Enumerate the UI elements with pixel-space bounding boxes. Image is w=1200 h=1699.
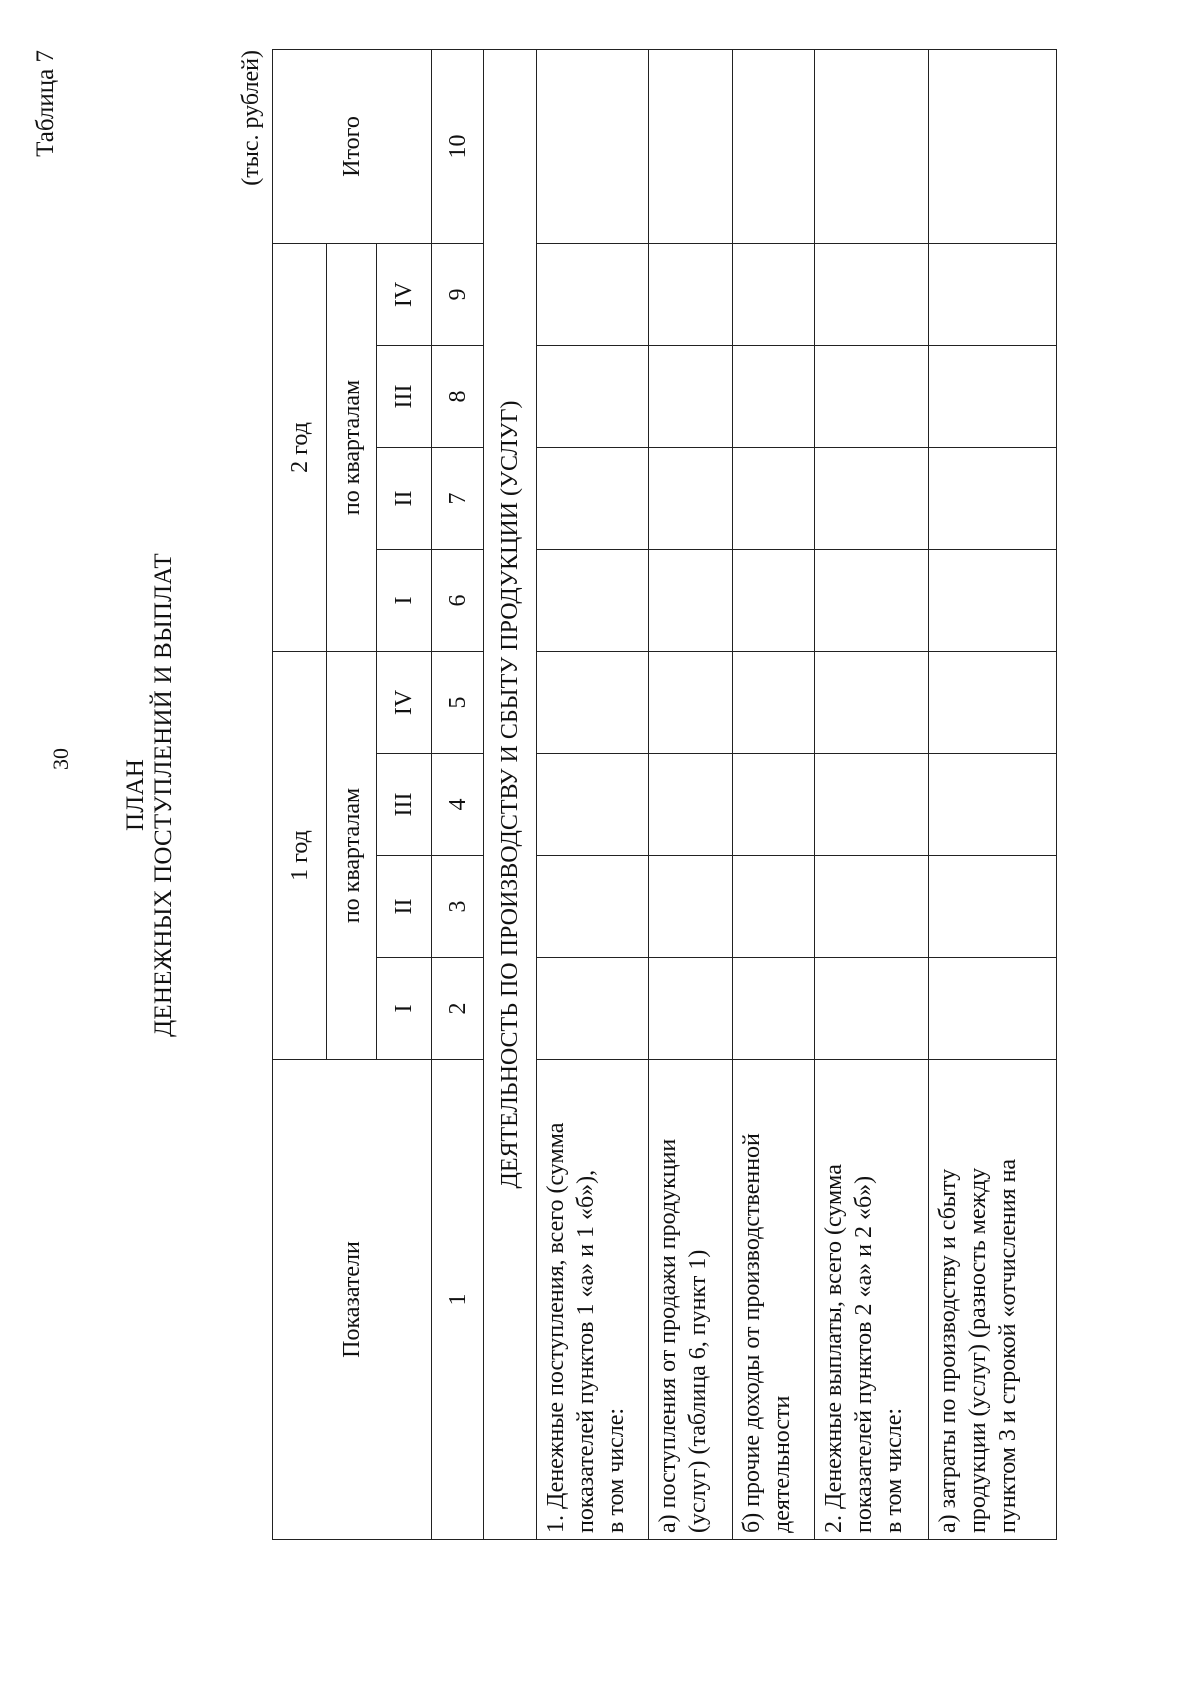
value-cell bbox=[537, 856, 649, 958]
header-by-quarters-year-1: по кварталам bbox=[327, 651, 377, 1059]
value-cell bbox=[733, 49, 815, 243]
column-number: 8 bbox=[432, 345, 484, 447]
table-row bbox=[537, 49, 649, 1539]
header-row-column-numbers bbox=[432, 49, 484, 1539]
row-label-line: пунктом 3 и строкой «отчисления на bbox=[995, 1158, 1021, 1533]
header-by-quarters-year-2: по кварталам bbox=[327, 243, 377, 651]
value-cell bbox=[815, 49, 929, 243]
value-cell bbox=[815, 651, 929, 753]
value-cell bbox=[733, 345, 815, 447]
column-number: 6 bbox=[432, 549, 484, 651]
value-cell bbox=[815, 856, 929, 958]
table-row bbox=[815, 49, 929, 1539]
value-cell bbox=[929, 651, 1057, 753]
value-cell bbox=[929, 549, 1057, 651]
value-cell bbox=[929, 345, 1057, 447]
value-cell bbox=[815, 549, 929, 651]
section-row bbox=[484, 49, 537, 1539]
column-number: 10 bbox=[432, 49, 484, 243]
value-cell bbox=[815, 345, 929, 447]
header-indicators: Показатели bbox=[273, 1060, 432, 1540]
row-label bbox=[815, 1060, 929, 1540]
value-cell bbox=[815, 958, 929, 1060]
value-cell bbox=[537, 447, 649, 549]
value-cell bbox=[537, 549, 649, 651]
row-label-line: показателей пунктов 1 «а» и 1 «б»), bbox=[573, 1169, 599, 1533]
value-cell bbox=[537, 345, 649, 447]
row-label-line: 2. Денежные выплаты, всего (сумма bbox=[821, 1164, 847, 1533]
column-number: 1 bbox=[432, 1060, 484, 1540]
value-cell bbox=[649, 447, 733, 549]
value-cell bbox=[649, 549, 733, 651]
value-cell bbox=[649, 754, 733, 856]
value-cell bbox=[537, 754, 649, 856]
row-label bbox=[733, 1060, 815, 1540]
value-cell bbox=[649, 345, 733, 447]
header-quarter: III bbox=[377, 754, 432, 856]
row-label-line: б) прочие доходы от производственной bbox=[739, 1133, 765, 1533]
value-cell bbox=[929, 49, 1057, 243]
header-year-1: 1 год bbox=[273, 651, 327, 1059]
value-cell bbox=[733, 651, 815, 753]
header-row-years bbox=[273, 49, 327, 1539]
value-cell bbox=[733, 447, 815, 549]
header-quarter: I bbox=[377, 958, 432, 1060]
value-cell bbox=[537, 243, 649, 345]
row-label bbox=[929, 1060, 1057, 1540]
value-cell bbox=[929, 754, 1057, 856]
value-cell bbox=[733, 549, 815, 651]
column-number: 3 bbox=[432, 856, 484, 958]
table-row bbox=[649, 49, 733, 1539]
value-cell bbox=[537, 958, 649, 1060]
row-label-line: продукции (услуг) (разность между bbox=[965, 1167, 991, 1533]
value-cell bbox=[733, 856, 815, 958]
cash-flow-plan-table bbox=[272, 49, 1057, 1540]
value-cell bbox=[929, 856, 1057, 958]
column-number: 9 bbox=[432, 243, 484, 345]
value-cell bbox=[733, 754, 815, 856]
title-line-2: ДЕНЕЖНЫХ ПОСТУПЛЕНИЙ И ВЫПЛАТ bbox=[150, 553, 177, 1037]
value-cell bbox=[733, 243, 815, 345]
header-quarter: I bbox=[377, 549, 432, 651]
row-label-line: а) затраты по производству и сбыту bbox=[935, 1168, 961, 1533]
header-quarter: III bbox=[377, 345, 432, 447]
table-label: Таблица 7 bbox=[32, 50, 59, 157]
column-number: 2 bbox=[432, 958, 484, 1060]
row-label bbox=[537, 1060, 649, 1540]
table-row bbox=[929, 49, 1057, 1539]
row-label-line: деятельности bbox=[769, 1395, 795, 1533]
header-quarter: II bbox=[377, 856, 432, 958]
column-number: 5 bbox=[432, 651, 484, 753]
header-year-2: 2 год bbox=[273, 243, 327, 651]
unit-label: (тыс. рублей) bbox=[238, 50, 264, 186]
value-cell bbox=[929, 243, 1057, 345]
page-number: 30 bbox=[48, 748, 73, 770]
row-label-line: а) поступления от продажи продукции bbox=[655, 1138, 681, 1533]
value-cell bbox=[815, 243, 929, 345]
value-cell bbox=[537, 49, 649, 243]
header-total: Итого bbox=[273, 49, 432, 243]
row-label-line: (услуг) (таблица 6, пункт 1) bbox=[685, 1249, 711, 1533]
column-number: 7 bbox=[432, 447, 484, 549]
value-cell bbox=[649, 958, 733, 1060]
title-line-1: ПЛАН bbox=[122, 759, 149, 831]
value-cell bbox=[649, 243, 733, 345]
row-label-line: в том числе: bbox=[881, 1407, 907, 1533]
document-title bbox=[122, 50, 178, 1540]
table-row bbox=[733, 49, 815, 1539]
value-cell bbox=[815, 447, 929, 549]
row-label-line: в том числе: bbox=[603, 1407, 629, 1533]
value-cell bbox=[929, 958, 1057, 1060]
value-cell bbox=[815, 754, 929, 856]
header-quarter: II bbox=[377, 447, 432, 549]
row-label-line: показателей пунктов 2 «а» и 2 «б») bbox=[851, 1175, 877, 1533]
value-cell bbox=[649, 49, 733, 243]
value-cell bbox=[649, 651, 733, 753]
value-cell bbox=[929, 447, 1057, 549]
value-cell bbox=[537, 651, 649, 753]
value-cell bbox=[733, 958, 815, 1060]
row-label bbox=[649, 1060, 733, 1540]
section-title: ДЕЯТЕЛЬНОСТЬ ПО ПРОИЗВОДСТВУ И СБЫТУ ПРОДУКЦИИ (УСЛУГ) bbox=[484, 49, 537, 1539]
value-cell bbox=[649, 856, 733, 958]
column-number: 4 bbox=[432, 754, 484, 856]
header-quarter: IV bbox=[377, 651, 432, 753]
row-label-line: 1. Денежные поступления, всего (сумма bbox=[543, 1122, 569, 1533]
header-quarter: IV bbox=[377, 243, 432, 345]
